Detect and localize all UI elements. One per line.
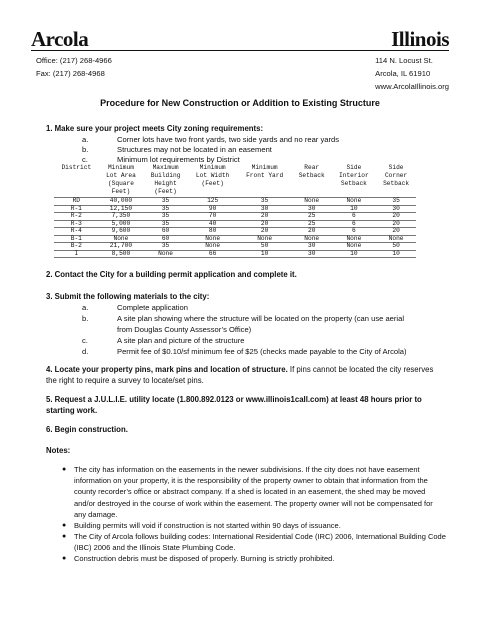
table-cell: 90 [188,205,238,213]
step-3-heading: 3. Submit the following materials to the city: [46,292,210,301]
note-item-debris: ● Construction debris must be disposed of properly. Burning is strictly prohibited. [62,554,335,563]
table-cell: 40 [188,220,238,228]
website-link[interactable]: www.ArcolaIllinois.org [375,82,449,91]
header-rule [31,50,449,51]
table-cell: 35 [143,243,188,251]
bullet-icon: ● [62,555,67,562]
table-cell: 6 [332,213,377,221]
table-row [54,250,416,258]
street-address: 114 N. Locust St. [375,56,433,65]
table-cell: 20 [376,228,416,236]
document-title: Procedure for New Construction or Addition to Existing Structure [100,98,380,108]
table-cell: R-2 [54,213,99,221]
table-cell: 35 [143,198,188,206]
table-cell: 30 [292,250,332,258]
table-cell: 20 [292,228,332,236]
col-rear-setback: Rear Setback [298,164,325,179]
note-item-building-codes: ● The City of Arcola follows building codes: International Residential Code (IRC) 2006, International Building Code (IBC) 2006 and the Illinois State Plumbing Code. [62,532,446,553]
bullet-icon: ● [62,522,67,529]
table-cell: 21,700 [99,243,144,251]
contact-phone-block [36,54,112,80]
table-cell: 70 [188,213,238,221]
table-row [54,198,416,206]
table-cell: B-2 [54,243,99,251]
table-cell: B-1 [54,235,99,243]
table-cell: None [237,235,291,243]
notes-heading: Notes: [46,446,71,455]
zoning-requirements-table [54,164,416,258]
table-cell: 80 [188,228,238,236]
table-row [54,220,416,228]
table-cell: 50 [237,243,291,251]
table-cell: 5,000 [99,220,144,228]
office-phone: Office: (217) 268-4966 [36,56,112,65]
contact-address-block [375,54,449,93]
table-cell: I [54,250,99,258]
table-cell: None [143,250,188,258]
note-item-easements: ● The city has information on the easements in the newer subdivisions. If the city does not have easement information on your property, it is the responsibility of the property owner to obtain that information from the county recorder’s office or abstract company. If a shed is located in an easement, the shed may be moved and/or destroyed in the course of work within the easement. The property owner will not be compensated for any damage. [62,465,433,519]
col-min-lot-area: Minimum Lot Area (Square Feet) [106,164,136,195]
table-row [54,205,416,213]
col-side-interior-setback: Side Interior Setback [339,164,369,187]
table-header-row [54,164,416,198]
bullet-icon: ● [62,466,67,473]
note-item-permit-void: ● Building permits will void if construction is not started within 90 days of issuance. [62,521,341,530]
table-cell: 9,600 [99,228,144,236]
table-cell: 30 [237,205,291,213]
table-cell: None [292,235,332,243]
brand-arcola: Arcola [31,27,89,51]
table-cell: 12,150 [99,205,144,213]
table-cell: None [188,235,238,243]
col-min-front-yard: Minimum Front Yard [246,164,284,179]
table-cell: 20 [376,213,416,221]
table-cell: 30 [376,205,416,213]
table-cell: 35 [143,220,188,228]
table-cell: 50 [376,243,416,251]
table-cell: R-3 [54,220,99,228]
table-cell: 30 [292,243,332,251]
table-cell: 8,500 [99,250,144,258]
table-row [54,243,416,251]
col-side-corner-setback: Side Corner Setback [383,164,410,187]
table-row [54,213,416,221]
table-cell: 60 [143,228,188,236]
table-cell: 20 [237,213,291,221]
table-cell: 66 [188,250,238,258]
table-cell: 25 [292,220,332,228]
table-cell: 60 [143,235,188,243]
step-5: 5. Request a J.U.L.I.E. utility locate (1.800.892.0123 or www.illinois1call.com) at least 48 hours prior to starting work. [46,395,422,415]
table-cell: None [332,243,377,251]
document-page: Arcola Illinois Office: (217) 268-4966 Fax: (217) 268-4968 114 N. Locust St. Arcola, IL 61910 www.ArcolaIllinois.org Procedure for New Construction or Addition to Existing Structure 1. Make sure your project meets City zoning requirements: a. Corner lots have two front yards, two side yards and no rear yards b. Structures may not be located in an easement c. Minimum lot requirements by District District Minimum Lot Area (Square Feet) Maximum Building Height (Feet) Minimum Lot Width (Feet) Minimum Front Yard Rear Setback Side Interior Setback Side Corner Setback RD 40,000 35 125 35 None None 35 R-1 12,150 35 90 30 30 10 30 R-2 7,350 35 70 20 25 6 20 R-3 5,000 35 40 20 25 6 20 R-4 9,600 60 80 20 20 6 20 B-1 None 60 None None None None None B-2 21,700 35 None 50 30 None 50 I 8,500 None 66 10 30 10 10 2. Contact the City for a building permit application and complete it. 3. Submit the following materials to the city: a. Complete application b. A site plan showing where the structure will be located on the property (can use aerial from Douglas County Assessor’s Office) c. A site plan and picture of the structure d. Permit fee of $0.10/sf minimum fee of $25 (checks made payable to the City of Arcola) 4. Locate your property pins, mark pins and location of structure. If pins cannot be located the city reserves the right to require a survey to locate/set pins. 5. Request a J.U.L.I.E. utility locate (1.800.892.0123 or www.illinois1call.com) at least 48 hours prior to starting work. 6. Begin construction. Notes: ● The city has information on the easements in the newer subdivisions. If the city does not have easement information on your property, it is the responsibility of the property owner to obtain that information from the county recorder’s office or abstract company. If a shed is located in an easement, the shed may be moved and/or destroyed in the course of work within the easement. The property owner will not be compensated for any damage. ● Building permits will void if construction is not started within 90 days of issuance. ● The City of Arcola follows building codes: International Residential Code (IRC) 2006, International Building Code (IBC) 2006 and the Illinois State Plumbing Code. ● Construction debris must be disposed of properly. Burning is strictly prohibited. [0,0,480,622]
table-cell: 35 [143,205,188,213]
table-cell: None [99,235,144,243]
table-cell: RD [54,198,99,206]
step-1-heading: 1. Make sure your project meets City zoning requirements: [46,124,264,133]
step-6: 6. Begin construction. [46,425,128,434]
table-cell: 10 [237,250,291,258]
table-cell: 10 [332,205,377,213]
table-cell: 20 [237,228,291,236]
table-cell: 30 [292,205,332,213]
table-cell: None [376,235,416,243]
col-min-lot-width: Minimum Lot Width (Feet) [195,164,230,187]
step-4: 4. Locate your property pins, mark pins and location of structure. If pins cannot be located the city reserves the right to require a survey to locate/set pins. [46,365,434,385]
brand-illinois: Illinois [391,27,449,51]
table-cell: 35 [143,213,188,221]
table-cell: 125 [188,198,238,206]
table-cell: 20 [376,220,416,228]
table-cell: 7,350 [99,213,144,221]
table-cell: R-4 [54,228,99,236]
table-cell: 35 [237,198,291,206]
table-cell: 35 [376,198,416,206]
step-2: 2. Contact the City for a building permit application and complete it. [46,270,297,279]
table-cell: 20 [237,220,291,228]
table-cell: None [292,198,332,206]
table-cell: None [332,198,377,206]
table-cell: R-1 [54,205,99,213]
table-cell: 25 [292,213,332,221]
table-cell: None [188,243,238,251]
table-cell: 40,000 [99,198,144,206]
col-district: District [61,164,92,171]
bullet-icon: ● [62,533,67,540]
col-max-height: Maximum Building Height (Feet) [150,164,181,195]
table-cell: None [332,235,377,243]
city-state-zip: Arcola, IL 61910 [375,69,431,78]
table-cell: 10 [376,250,416,258]
table-cell: 6 [332,228,377,236]
table-cell: 10 [332,250,377,258]
table-row [54,228,416,236]
table-row [54,235,416,243]
table-cell: 6 [332,220,377,228]
fax-number: Fax: (217) 268-4968 [36,69,105,78]
